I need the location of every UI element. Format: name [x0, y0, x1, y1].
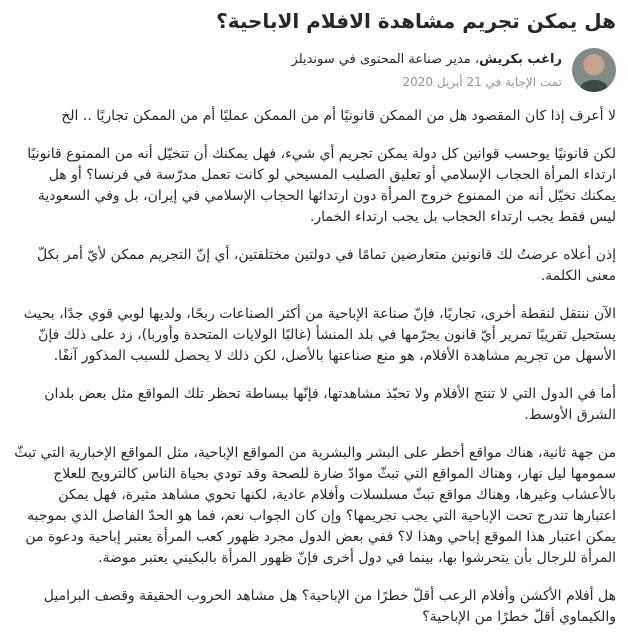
author-meta — [292, 48, 562, 91]
author-line — [292, 50, 562, 70]
author-header — [12, 48, 616, 92]
author-name[interactable]: راغب بكريش — [479, 52, 562, 67]
answer-paragraph: لكن قانونيًا يوحسب قوانين كل دولة يمكن تجريم أي شيء، فهل يمكنك أن تتخيّل أنه من الممنوع قانونيًا ارتداء المرأة الحجاب الإسلامي أو تعليق الصليب المسيحي لو كانت تعمل مدرّسة في فرنسا؟ أو هل يمكنك تخيّل أنه من الممنوع خروج المرأة دون ارتدائها الحجاب الإسلامي في إيران، بل وفي السعودية ليس فقط يجب ارتداء الحجاب بل يجب ارتداء الخمار. — [27, 146, 616, 225]
author-credential: ، مدير صناعة المحتوى في سونديلز — [291, 52, 480, 67]
answer-paragraph: الآن ننتقل لنقطة أخرى، تجاريًا، فإنّ صناعة الإباحية من أكثر الصناعات ربحًا، ولديها لوبي قوي جدًا، بحيث يستحيل تقريبًا تمرير أيّ قانون يجرّمها في بلد المنشأ (غالبًا الولايات المتحدة وأوربا)، زد على ذلك فإنّ الأسهل من تجريم مشاهدة الأفلام، هو منع صناعتها بالأصل، لكن ذلك لا يحصل للسبب المذكور آنفًا. — [23, 306, 616, 364]
answer-paragraph: من جهة ثانية، هناك مواقع أخطر على البشر والبشرية من المواقع الإباحية، مثل المواقع الإخبارية التي تبثّ سمومها ليل نهار، وهناك المواقع التي تبثّ موادّ ضارة للصحة وقد تودي بحياة الناس كالترويج للعلاج بالأعشاب وغيرها، وهناك مواقع تبثّ مسلسلات وأفلام عادية، لكنها تحوي مشاهد مثيرة، فهل يمكن اعتبارها تندرج تحت الإباحية التي يجب تجريمها؟ وإن كان الجواب نعم، فما هو الحدّ الفاصل الذي بموجبه يمكن اعتبار هذا الموقع إباحي وهذا لا؟ ففي بعض الدول مجرد ظهور كعب المرأة يعتبر إباحية ودعوة من المرأة للرجال بأن يتحرشوا بها، بينما في دول أخرى فإنّ ظهور المرأة بالبكيني يعتبر موضة. — [14, 445, 616, 566]
author-avatar[interactable] — [572, 48, 616, 92]
answer-paragraph: هل أفلام الأكشن وأفلام الرعب أقلّ خطرًا من الإباحية؟ هل مشاهد الحروب الحقيقة وقصف البراميل والكيماوي أقلّ خطرًا من الإباحية؟ — [43, 588, 616, 625]
answer-paragraph: لا أعرف إذا كان المقصود هل من الممكن قانونيًا أم من الممكن عمليًا أم من الممكن تجاريًا .. الخ — [61, 108, 616, 124]
answer-paragraph: إذن أعلاه عرضتُ لك قانونين متعارضين تمامًا في دولتين مختلفتين، أي إنّ التجريم ممكن لأيّ أمر بكلّ معنى الكلمة. — [37, 247, 616, 284]
answer-paragraph: أما في الدول التي لا تنتج الأفلام ولا تحبّذ مشاهدتها، فإنّها ببساطة تحظر تلك المواقع مثل بعض بلدان الشرق الأوسط. — [44, 386, 616, 423]
answer-body — [12, 106, 616, 628]
question-title[interactable]: هل يمكن تجريم مشاهدة الافلام الاباحية؟ — [216, 9, 616, 33]
answer-date[interactable]: تمت الإجابة في 21 أبريل 2020 — [402, 75, 562, 89]
